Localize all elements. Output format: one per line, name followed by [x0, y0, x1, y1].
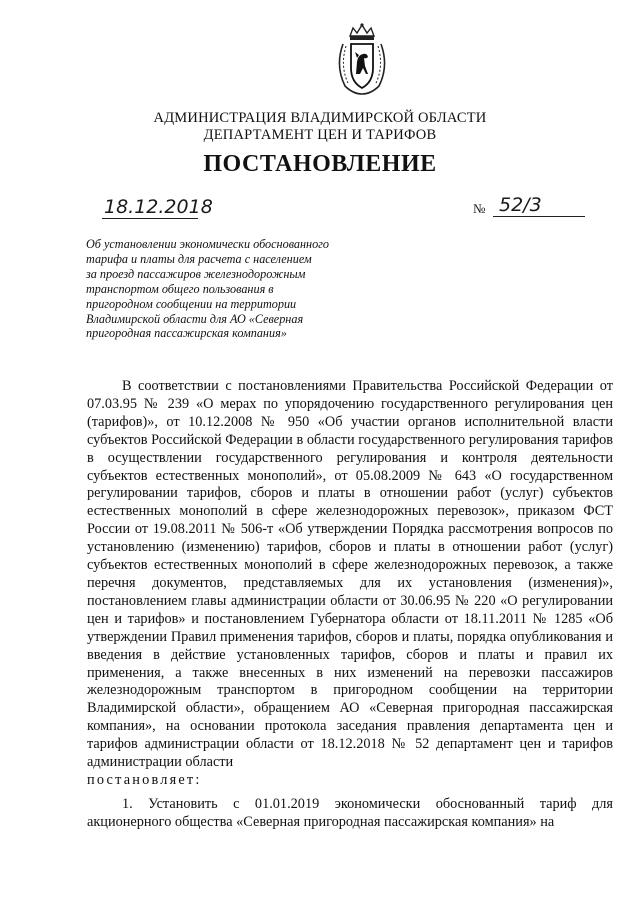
preamble-paragraph: В соответствии с постановлениями Правительства Российской Федерации от 07.03.95 № 239 «О мерах по упорядочению государственного регулирования цен (тарифов)», от 10.12.2008 № 950 «Об участии органов исполнительной власти субъектов Российской Федерации в области государственного регулирования тарифов в осуществлении государственного регулирования и контроля деятельности субъектов естественных монополий», от 05.08.2009 № 643 «О государственном регулировании тарифов, сборов и платы в отношении работ (услуг) субъектов естественных монополий в сфере железнодорожных перевозок», приказом ФСТ России от 19.08.2011 № 506-т «Об утверждении Порядка рассмотрения вопросов по установлению (изменению) тарифов, сборов и платы в отношении работ (услуг) субъектов естественных монополий в сфере железнодорожных перевозок, а также перечня документов, представляемых для их установления (изменения)», постановлением главы администрации области от 30.06.95 № 220 «О регулировании цен и тарифов» и постановлением Губернатора области от 18.11.2011 № 1285 «Об утверждении Правил применения тарифов, сборов и платы, порядка опубликования и введения в действие установленных тарифов, сборов и платы и правил их применения, а также внесенных в них изменений на перевозки пассажиров железнодорожным транспортом в пригородном сообщении на территории Владимирской области», обращением АО «Северная пригородная пассажирская компания», на основании протокола заседания правления департамента цен и тарифов администрации области от 18.12.2018 № 52 департамент цен и тарифов администрации области: [87, 378, 613, 771]
coat-of-arms-icon: [333, 22, 391, 96]
subject-line: пригородная пассажирская компания»: [86, 326, 287, 341]
clause-1-paragraph: 1. Установить с 01.01.2019 экономически обоснованный тариф для акционерного общества «Северная пригородная пассажирская компания» на: [87, 795, 613, 830]
subject-line: тарифа и платы для расчета с населением: [86, 251, 312, 266]
document-title: ПОСТАНОВЛЕНИЕ: [203, 151, 437, 177]
number-underline: [493, 216, 585, 217]
document-number: 52/3: [499, 194, 542, 216]
document-date: 18.12.2018: [104, 196, 213, 218]
number-sign: №: [473, 201, 486, 216]
document-body: [87, 378, 613, 832]
subject-line: транспортом общего пользования в: [86, 281, 274, 296]
decree-word: постановляет:: [87, 771, 202, 788]
subject-line: Об установлении экономически обоснованного: [86, 237, 330, 251]
administration-name: АДМИНИСТРАЦИЯ ВЛАДИМИРСКОЙ ОБЛАСТИ: [153, 110, 487, 126]
subject-line: за проезд пассажиров железнодорожным: [86, 266, 306, 281]
subject-line: Владимирской области для АО «Северная: [86, 311, 304, 326]
department-name: ДЕПАРТАМЕНТ ЦЕН И ТАРИФОВ: [203, 127, 437, 143]
subject-line: пригородном сообщении на территории: [86, 296, 297, 311]
date-underline: [102, 218, 198, 219]
subject-block: [86, 237, 386, 341]
